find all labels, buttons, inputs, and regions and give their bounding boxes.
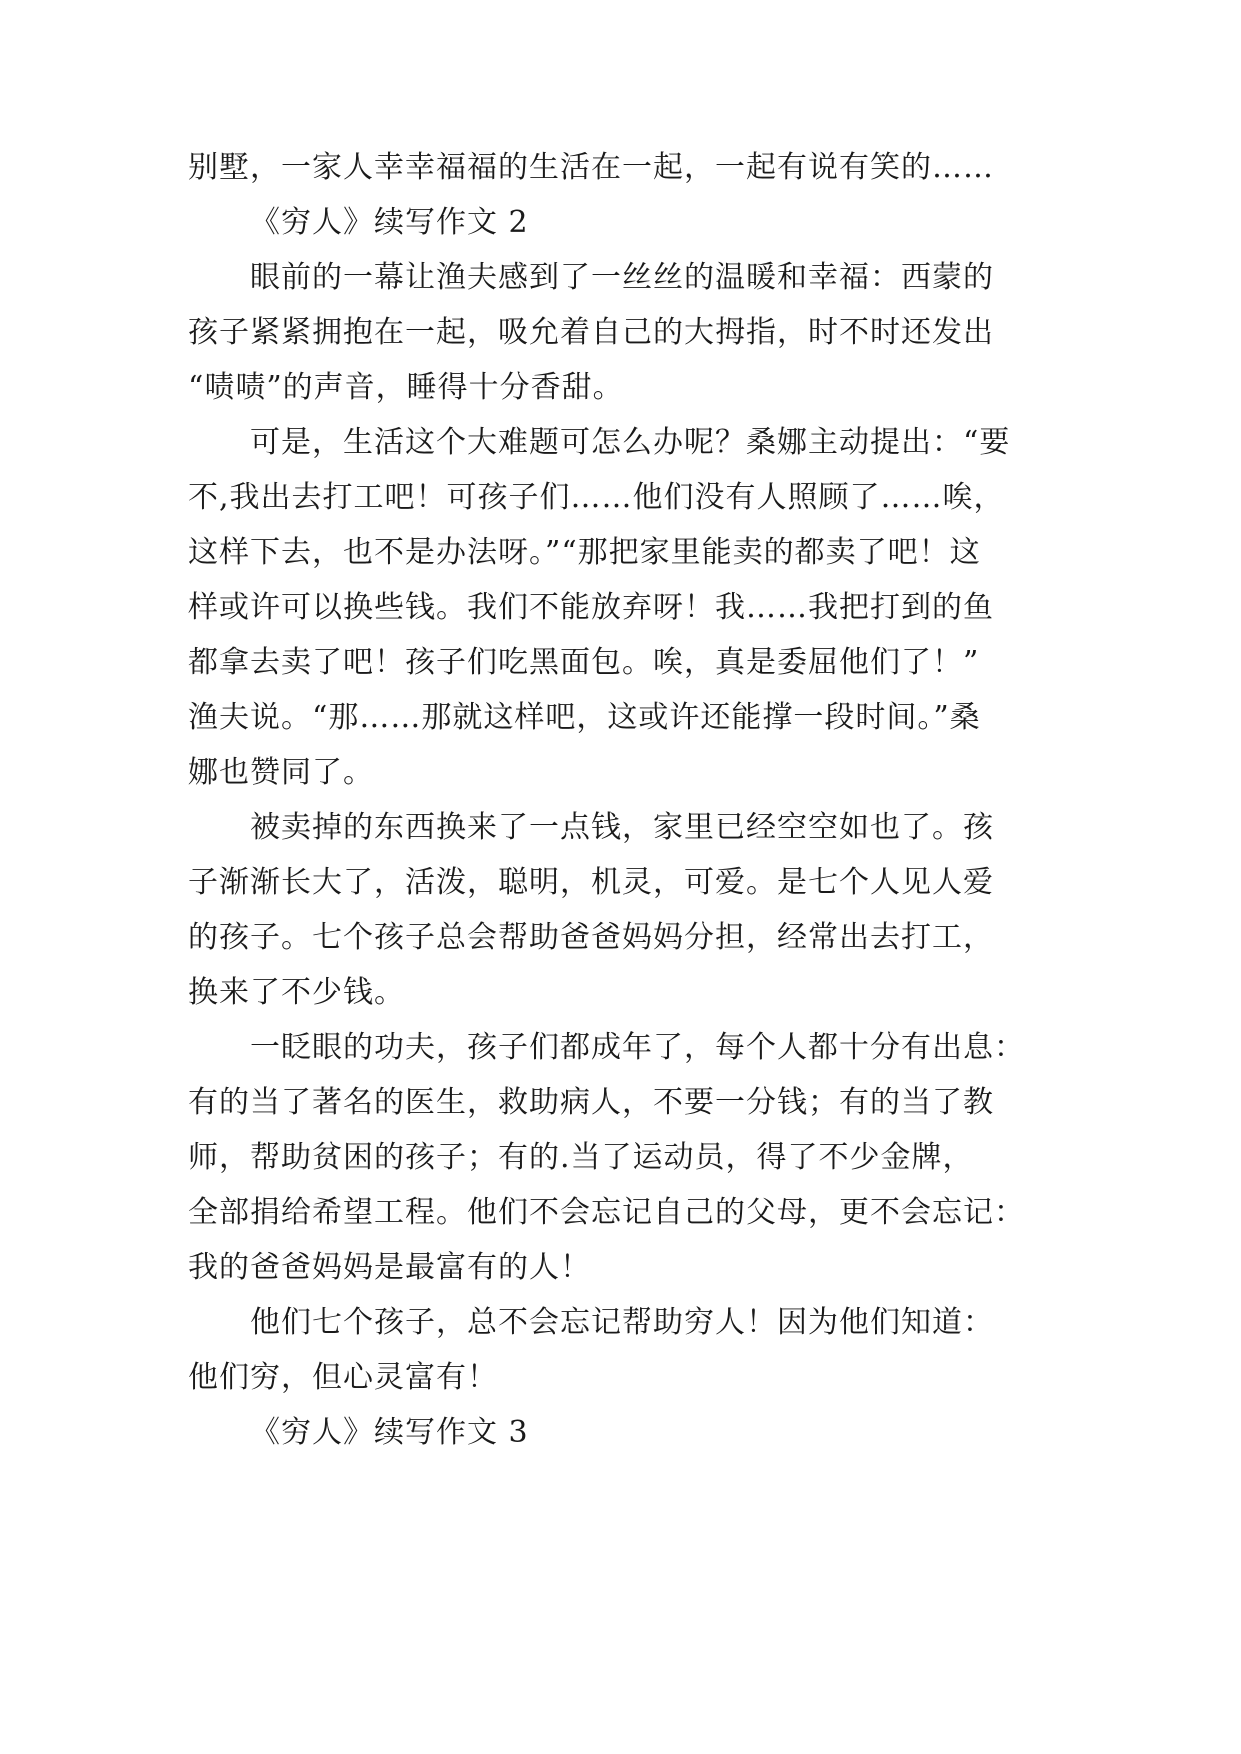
text-line: 子渐渐长大了，活泼，聪明，机灵，可爱。是七个人见人爱 — [188, 865, 994, 900]
text-line: 换来了不少钱。 — [188, 975, 405, 1010]
text-line: 有的当了著名的医生，救助病人，不要一分钱；有的当了教 — [188, 1085, 994, 1120]
text-line: 这样下去，也不是办法呀。”“那把家里能卖的都卖了吧！这 — [188, 535, 981, 570]
text-line: “啧啧”的声音，睡得十分香甜。 — [188, 370, 624, 405]
text-line: 样或许可以换些钱。我们不能放弃呀！我……我把打到的鱼 — [188, 590, 994, 625]
section-heading: 《穷人》续写作文 3 — [250, 1415, 529, 1450]
paragraph-start: 可是，生活这个大难题可怎么办呢？桑娜主动提出：“要 — [250, 425, 1011, 460]
text-line: 他们穷，但心灵富有！ — [188, 1360, 498, 1395]
paragraph-start: 眼前的一幕让渔夫感到了一丝丝的温暖和幸福：西蒙的 — [250, 260, 994, 295]
text-line: 全部捐给希望工程。他们不会忘记自己的父母，更不会忘记： — [188, 1195, 1025, 1230]
text-line: 不,我出去打工吧！可孩子们……他们没有人照顾了……唉， — [188, 480, 1005, 515]
text-line: 都拿去卖了吧！孩子们吃黑面包。唉，真是委屈他们了！” — [188, 645, 980, 680]
paragraph-start: 被卖掉的东西换来了一点钱，家里已经空空如也了。孩 — [250, 810, 994, 845]
text-line: 娜也赞同了。 — [188, 755, 374, 790]
paragraph-start: 一眨眼的功夫，孩子们都成年了，每个人都十分有出息： — [250, 1030, 1025, 1065]
section-heading: 《穷人》续写作文 2 — [250, 205, 529, 240]
text-line: 师，帮助贫困的孩子；有的.当了运动员，得了不少金牌， — [188, 1140, 974, 1175]
text-line: 别墅，一家人幸幸福福的生活在一起，一起有说有笑的…… — [188, 150, 994, 185]
paragraph-start: 他们七个孩子，总不会忘记帮助穷人！因为他们知道： — [250, 1305, 994, 1340]
text-line: 渔夫说。“那……那就这样吧，这或许还能撑一段时间。”桑 — [188, 700, 981, 735]
text-line: 的孩子。七个孩子总会帮助爸爸妈妈分担，经常出去打工， — [188, 920, 994, 955]
text-line: 孩子紧紧拥抱在一起，吸允着自己的大拇指，时不时还发出 — [188, 315, 994, 350]
text-line: 我的爸爸妈妈是最富有的人！ — [188, 1250, 591, 1285]
